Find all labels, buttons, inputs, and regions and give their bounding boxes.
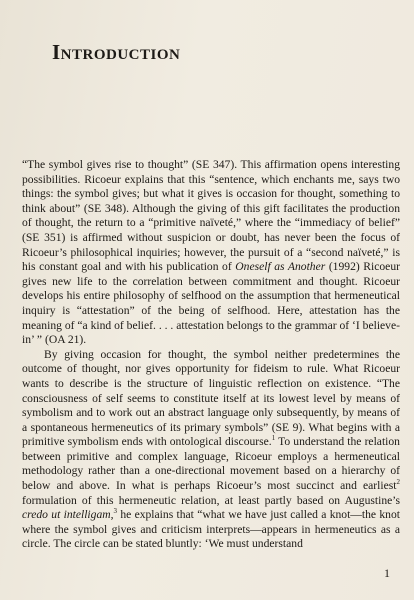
footnote-ref-1[interactable]: 1: [271, 434, 276, 443]
book-title: Oneself as Another: [235, 260, 326, 274]
footnote-ref-2[interactable]: 2: [396, 478, 400, 487]
chapter-heading: Introduction: [52, 40, 181, 64]
footnote-ref-3[interactable]: 3: [113, 507, 118, 516]
paragraph-1-text-a: “The symbol gives rise to thought” (SE 347). This affirmation opens interesting possibilities. Ricoeur explains that this “sentence, which enchants me, says two things: the symbol gives; but what it gives is occasion for thought, something to think about” (SE 348). Although the giving of this gift facilitates the production of thought, the return to a “primitive naïveté,” where the “immediacy of belief” (SE 351) is affirmed without suspicion or doubt, has never been the focus of Ricoeur’s philosophical inquiries; however, the pursuit of a “second naïveté,” is his constant goal and with his publication of: [22, 158, 400, 274]
paragraph-2: [22, 348, 400, 552]
latin-phrase: credo ut intelligam,: [22, 508, 114, 522]
page-number: 1: [384, 566, 390, 580]
paragraph-2-text-a: By giving occasion for thought, the symbol neither predetermines the outcome of thought, nor gives opportunity for fideism to rule. What Ricoeur wants to describe is the structure of linguistic reflection on existence. “The consciousness of self seems to constitute itself at its lowest level by means of symbolism and to work out an abstract language only subsequently, by means of a spontaneous hermeneutics of its primary symbols” (SE 9). What begins with a primitive symbolism ends with ontological discourse.: [22, 347, 400, 449]
paragraph-2-text-b: To understand the relation between primitive and complex language, Ricoeur employs a hermeneutical methodology rather than a one-directional movement based on a hierarchy of below and above. In what is perhaps Ricoeur’s most succinct and earliest: [22, 435, 400, 493]
paragraph-1: [22, 158, 400, 348]
paragraph-2-text-d: he explains that “what we have just called a knot—the knot where the symbol gives and criticism interprets—appears in hermeneutics as a circle. The circle can be stated bluntly: ‘We must understand: [22, 508, 400, 551]
paragraph-1-text-b: (1992) Ricoeur gives new life to the correlation between commitment and thought. Ricoeur develops his entire philosophy of selfhood on the assumption that hermeneutical inquiry is “attestation” of the being of selfhood. Here, attestation has the meaning of “a kind of belief. . . . attestation belongs to the grammar of ‘I believe-in’ ” (OA 21).: [22, 260, 400, 347]
paragraph-2-text-c: formulation of this hermeneutic relation, at least partly based on Augustine’s: [22, 493, 400, 507]
body-text: [22, 158, 400, 552]
